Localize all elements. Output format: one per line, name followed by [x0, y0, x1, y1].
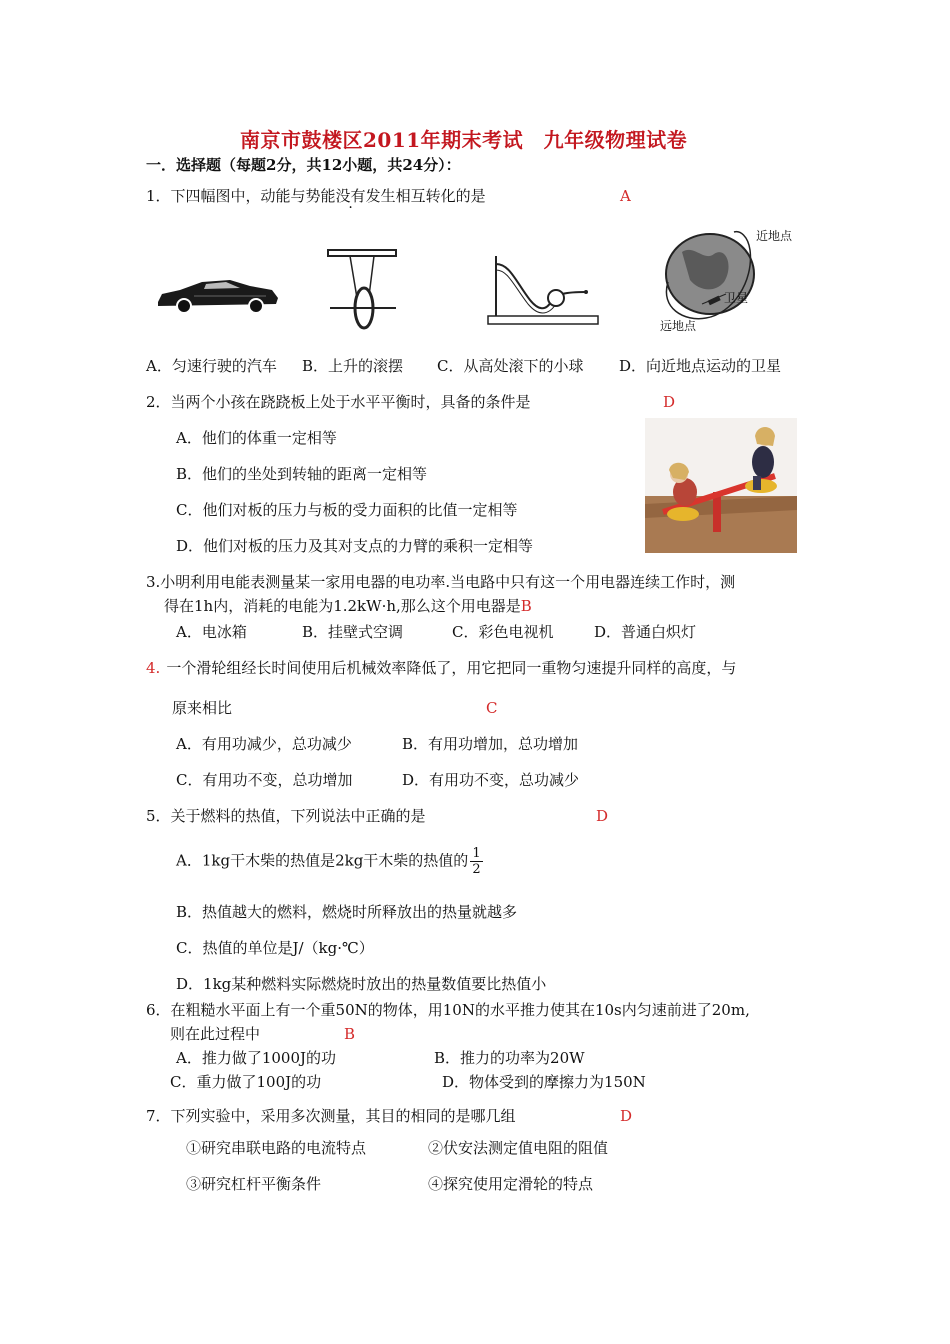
rolling-pendulum-figure	[324, 246, 400, 336]
question-5-stem: 5．关于燃料的热值，下列说法中正确的是	[146, 807, 426, 825]
page-title: 南京市鼓楼区2011年期末考试 九年级物理试卷	[240, 128, 688, 152]
question-6-stem-line2: 则在此过程中	[170, 1025, 261, 1043]
question-2-answer: D	[663, 393, 676, 411]
seesaw-photo	[645, 418, 797, 553]
question-3-stem-line2: 得在1h内，消耗的电能为1.2kW·h,那么这个用电器是B	[164, 597, 532, 615]
question-3-option-a: A．电冰箱	[176, 623, 247, 641]
rolling-ball-figure	[486, 252, 602, 332]
question-5-option-a: A．1kg干木柴的热值是2kg干木柴的热值的 $\frac{1}{2}$	[176, 846, 481, 877]
question-2-option-b: B．他们的坐处到转轴的距离一定相等	[176, 465, 428, 483]
question-6-option-a: A．推力做了1000J的功	[176, 1049, 337, 1067]
question-6-option-d: D．物体受到的摩擦力为150N	[442, 1073, 646, 1091]
question-1-option-d: D．向近地点运动的卫星	[619, 357, 782, 375]
question-1-option-c: C．从高处滚下的小球	[437, 357, 584, 375]
question-2-option-a: A．他们的体重一定相等	[176, 429, 337, 447]
section-heading: 一．选择题（每题2分，共12小题，共24分）：	[146, 156, 461, 174]
question-3-answer: B	[520, 597, 532, 615]
question-1-answer: A	[620, 187, 631, 205]
question-6-stem-line1: 6．在粗糙水平面上有一个重50N的物体，用10N的水平推力使其在10s内匀速前进了20m,	[146, 1001, 750, 1019]
question-4-option-c: C．有用功不变，总功增加	[176, 771, 353, 789]
question-1-option-a: A．匀速行驶的汽车	[146, 357, 277, 375]
question-5-option-d: D．1kg某种燃料实际燃烧时放出的热量数值要比热值小	[176, 975, 547, 993]
question-4-option-d: D．有用功不变，总功减少	[402, 771, 580, 789]
question-3-stem-line1: 3.小明利用电能表测量某一家用电器的电功率.当电路中只有这一个用电器连续工作时，测	[146, 573, 736, 591]
satellite-label: 卫星	[724, 291, 749, 305]
question-4-answer: C	[486, 699, 498, 717]
question-6-option-b: B．推力的功率为20W	[434, 1049, 585, 1067]
apogee-label: 远地点	[660, 319, 697, 333]
question-7-item-4: ④探究使用定滑轮的特点	[428, 1175, 594, 1193]
question-4-option-b: B．有用功增加，总功增加	[402, 735, 579, 753]
question-4-number: 4.	[146, 659, 161, 677]
question-7-item-1: ①研究串联电路的电流特点	[186, 1139, 367, 1157]
question-5-answer: D	[596, 807, 609, 825]
fraction-one-half: $\frac{1}{2}$	[472, 846, 481, 877]
perigee-label: 近地点	[756, 229, 793, 243]
question-6-option-c: C．重力做了100J的功	[170, 1073, 322, 1091]
question-1-option-b: B．上升的滚摆	[302, 357, 404, 375]
question-2-option-d: D．他们对板的压力及其对支点的力臂的乘积一定相等	[176, 537, 534, 555]
question-4-option-a: A．有用功减少，总功减少	[176, 735, 352, 753]
question-7-answer: D	[620, 1107, 633, 1125]
question-7-item-3: ③研究杠杆平衡条件	[186, 1175, 322, 1193]
question-2-option-c: C．他们对板的压力与板的受力面积的比值一定相等	[176, 501, 518, 519]
question-7-stem: 7．下列实验中，采用多次测量，其目的相同的是哪几组	[146, 1107, 516, 1125]
car-figure	[154, 272, 282, 316]
question-3-option-d: D．普通白炽灯	[594, 623, 697, 641]
question-4-stem-line2: 原来相比	[172, 699, 233, 717]
question-5-option-c: C．热值的单位是J/（kg·℃）	[176, 939, 374, 957]
question-4-stem-line1: 4. 一个滑轮组经长时间使用后机械效率降低了，用它把同一重物匀速提升同样的高度，与	[146, 659, 737, 677]
question-5-option-b: B．热值越大的燃料，燃烧时所释放出的热量就越多	[176, 903, 518, 921]
question-6-answer: B	[344, 1025, 356, 1043]
satellite-orbit-figure	[654, 222, 804, 336]
question-7-item-2: ②伏安法测定值电阻的阻值	[428, 1139, 609, 1157]
question-3-option-c: C．彩色电视机	[452, 623, 554, 641]
question-3-option-b: B．挂壁式空调	[302, 623, 404, 641]
question-1-stem: 1．下四幅图中，动能与势能没有发生相互转化的是	[146, 187, 486, 205]
question-2-stem: 2．当两个小孩在跷跷板上处于水平平衡时，具备的条件是	[146, 393, 531, 411]
